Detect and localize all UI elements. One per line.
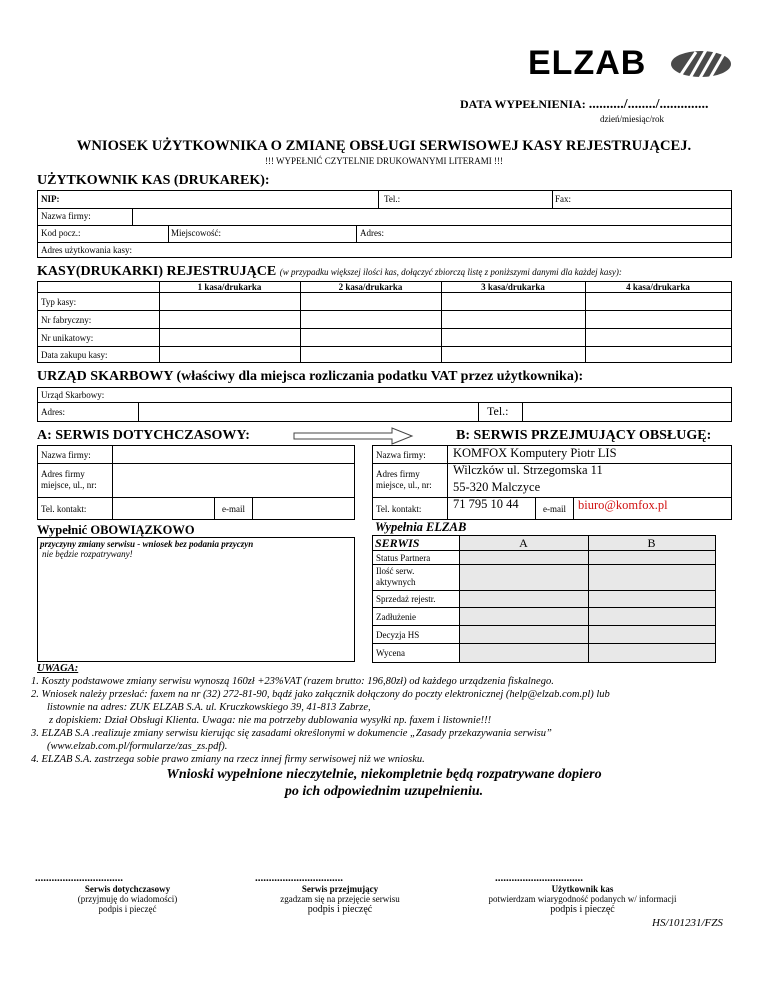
register-row-unique: Nr unikatowy: — [41, 333, 94, 343]
service-a-address-label: Adres firmy miejsce, ul., nr: — [41, 469, 97, 490]
service-b-email-value: biuro@komfox.pl — [578, 498, 668, 512]
elzab-row-valuation: Wycena — [376, 648, 405, 658]
form-subtitle: !!! WYPEŁNIĆ CZYTELNIE DRUKOWANYMI LITERAMI !!! — [264, 156, 504, 166]
signature-line: ................................ — [35, 872, 123, 884]
notes-block — [31, 662, 737, 766]
note-item-3: 3. ELZAB S.A .realizuje zmiany serwisu kierując się zasadami określonymi w dokumencie „Zasady przekazywania serwisu” — [31, 728, 552, 739]
note-item-2-cont: listownie na adres: ZUK ELZAB S.A. ul. Kruczkowskiego 39, 41-813 Zabrze, — [47, 702, 371, 713]
elzab-logo — [528, 44, 733, 82]
footer-code: HS/101231/FZS — [652, 917, 723, 929]
warning-text: Wnioski wypełnione nieczytelnie, niekompletnie będą rozpatrywane dopiero po ich odpowiednim uzupełnieniu. — [166, 767, 602, 799]
service-b-table — [372, 445, 732, 520]
tax-tel-label: Tel.: — [487, 404, 509, 418]
mandatory-reason-box[interactable] — [37, 537, 355, 662]
registers-heading: KASY(DRUKARKI) REJESTRUJĄCE (w przypadku większej ilości kas, dołączyć zbiorczą listę z poniższymi danymi dla każdej kasy): — [37, 264, 622, 279]
service-b-address-label: Adres firmy miejsce, ul., nr: — [376, 469, 432, 490]
service-b-heading: B: SERWIS PRZEJMUJĄCY OBSŁUGĘ: — [456, 428, 712, 443]
fax-label: Fax: — [555, 194, 572, 204]
date-hint: dzień/miesiąc/rok — [600, 114, 664, 124]
service-b-tel-label: Tel. kontakt: — [376, 504, 422, 514]
elzab-row-status: Status Partnera — [376, 553, 431, 563]
register-col-1: 1 kasa/drukarka — [197, 282, 262, 292]
tax-office-label: Urząd Skarbowy: — [41, 390, 105, 400]
elzab-row-active: Ilość serw. aktywnych — [376, 566, 416, 587]
service-b-tel-value: 71 795 10 44 — [453, 497, 519, 511]
mandatory-heading: Wypełnić OBOWIĄZKOWO — [37, 523, 195, 537]
arrow-right-icon — [292, 426, 416, 446]
register-row-type: Typ kasy: — [41, 297, 77, 307]
signature-line: ................................ — [495, 872, 583, 884]
elzab-heading: Wypełnia ELZAB — [375, 520, 467, 534]
city-label: Miejscowość: — [171, 228, 221, 238]
note-item-2: 2. Wniosek należy przesłać: faxem na nr (32) 272-81-90, bądź jako załącznik dołączony do poczty elektronicznej (help@elzab.com.pl) lub — [31, 689, 610, 700]
signature-new: ................................ Serwis przejmujący zgadzam się na przejęcie serwisu podpis i pieczęć — [255, 872, 425, 915]
register-col-2: 2 kasa/drukarka — [338, 282, 403, 292]
service-b-address-value-2: 55-320 Malczyce — [453, 480, 541, 494]
tax-office-table — [37, 387, 732, 422]
service-a-name-label: Nazwa firmy: — [41, 450, 91, 460]
user-section-heading: UŻYTKOWNIK KAS (DRUKAREK): — [37, 173, 270, 188]
date-field[interactable] — [460, 97, 708, 113]
register-col-3: 3 kasa/drukarka — [481, 282, 545, 292]
user-table — [37, 190, 732, 258]
elzab-row-sales: Sprzedaż rejestr. — [376, 594, 436, 604]
elzab-serwis-label: SERWIS — [375, 536, 420, 550]
tel-label: Tel.: — [384, 194, 401, 204]
service-b-email-label: e-mail — [543, 504, 566, 514]
usage-address-label: Adres użytkowania kasy: — [41, 245, 132, 255]
service-a-email-label: e-mail — [222, 504, 245, 514]
note-item-3-cont: (www.elzab.com.pl/formularze/zas_zs.pdf). — [47, 741, 228, 752]
signature-user: ................................ Użytkownik kas potwierdzam wiarygodność podanych w/ informacji podpis i pieczęć — [470, 872, 695, 915]
note-item-1: 1. Koszty podstawowe zmiany serwisu wynoszą 160zł +23%VAT (razem brutto: 196,80zł) od każdego urządzenia fiskalnego. — [31, 676, 554, 687]
service-a-table — [37, 445, 355, 520]
tax-office-heading: URZĄD SKARBOWY (właściwy dla miejsca rozliczania podatku VAT przez użytkownika): — [37, 369, 584, 384]
note-item-4: 4. ELZAB S.A. zastrzega sobie prawo zmiany na rzecz innej firmy serwisowej niż we wniosku. — [31, 754, 425, 765]
company-label: Nazwa firmy: — [41, 211, 91, 221]
elzab-col-a: A — [519, 536, 528, 550]
service-a-heading: A: SERWIS DOTYCHCZASOWY: — [37, 428, 250, 443]
elzab-col-b: B — [647, 536, 656, 550]
mandatory-hint-1: przyczyny zmiany serwisu - wniosek bez podania przyczyn — [40, 539, 254, 549]
register-col-4: 4 kasa/drukarka — [626, 282, 690, 292]
elzab-row-debt: Zadłużenie — [376, 612, 416, 622]
date-value: ........../......../.............. — [588, 97, 709, 112]
tax-address-label: Adres: — [41, 407, 65, 417]
registers-note: (w przypadku większej ilości kas, dołączyć zbiorczą listę z poniższymi danymi dla każdej kasy): — [279, 267, 622, 277]
signature-previous: ................................ Serwis dotychczasowy (przyjmuję do wiadomości) podpis i pieczęć — [35, 872, 220, 914]
nip-label: NIP: — [41, 194, 60, 204]
form-title: WNIOSEK UŻYTKOWNIKA O ZMIANĘ OBSŁUGI SERWISOWEJ KASY REJESTRUJĄCEJ. — [76, 138, 692, 154]
logo-stripes-icon — [670, 50, 732, 78]
postal-label: Kod pocz.: — [41, 228, 81, 238]
service-b-address-value-1: Wilczków ul. Strzegomska 11 — [453, 463, 603, 477]
register-row-serial: Nr fabryczny: — [41, 315, 92, 325]
date-label: DATA WYPEŁNIENIA: — [460, 97, 586, 111]
notes-heading: UWAGA: — [37, 663, 79, 674]
register-row-purchase: Data zakupu kasy: — [41, 350, 108, 360]
service-b-name-value: KOMFOX Komputery Piotr LIS — [453, 446, 617, 460]
service-a-tel-label: Tel. kontakt: — [41, 504, 87, 514]
logo-text: ELZAB — [528, 44, 647, 82]
mandatory-hint-2: nie będzie rozpatrywany! — [42, 549, 133, 559]
registers-table — [37, 281, 732, 363]
elzab-row-decision: Decyzja HS — [376, 630, 420, 640]
service-b-name-label: Nazwa firmy: — [376, 450, 426, 460]
address-label: Adres: — [360, 228, 384, 238]
note-item-2-cont2: z dopiskiem: Dział Obsługi Klienta. Uwaga: nie ma potrzeby dublowania wysyłki np. faxem i listownie!!! — [49, 715, 492, 726]
elzab-table — [372, 535, 716, 663]
signature-line: ................................ — [255, 872, 343, 884]
